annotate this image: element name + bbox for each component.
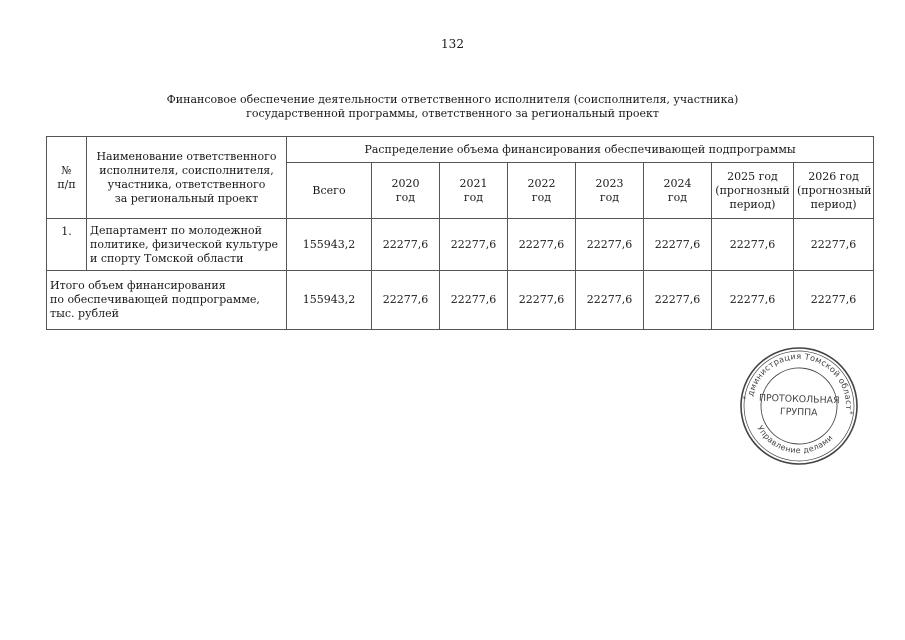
summary-label: Итого объем финансирования по обеспечивающей подпрограмме, тыс. рублей [47,271,287,330]
row-value-2021: 22277,6 [440,219,508,271]
summary-total: 155943,2 [287,271,372,330]
svg-text:Управление делами [753,423,836,460]
summary-row [47,271,874,330]
summary-value-2026: 22277,6 [794,271,874,330]
header-year-2024: 2024 год [644,163,712,219]
header-distribution: Распределение объема финансирования обеспечивающей подпрограммы [287,137,874,163]
header-row-1 [47,137,874,163]
header-year-2023: 2023 год [576,163,644,219]
header-total: Всего [287,163,372,219]
header-number: № п/п [47,137,87,219]
header-year-2020: 2020 год [372,163,440,219]
summary-value-2024: 22277,6 [644,271,712,330]
stamp-star-right-icon: * [848,410,854,419]
row-value-2020: 22277,6 [372,219,440,271]
stamp-inner-line-1: ПРОТОКОЛЬНАЯ [758,392,840,407]
row-total: 155943,2 [287,219,372,271]
header-year-2025: 2025 год (прогнозный период) [712,163,794,219]
official-stamp [738,345,860,467]
stamp-outer-text: Администрация Томской области [745,350,855,411]
header-year-2026: 2026 год (прогнозный период) [794,163,874,219]
summary-value-2022: 22277,6 [508,271,576,330]
financing-table [46,136,874,330]
stamp-star-left-icon: * [741,395,747,404]
document-title [0,93,905,121]
row-number: 1. [47,219,87,271]
row-value-2025: 22277,6 [712,219,794,271]
row-value-2026: 22277,6 [794,219,874,271]
row-value-2023: 22277,6 [576,219,644,271]
summary-value-2020: 22277,6 [372,271,440,330]
row-executor-name: Департамент по молодежной политике, физической культуре и спорту Томской области [87,219,287,271]
title-line-1: Финансовое обеспечение деятельности ответственного исполнителя (соисполнителя, участника) [166,93,739,106]
stamp-inner-line-2: ГРУППА [779,406,818,419]
header-year-2022: 2022 год [508,163,576,219]
summary-value-2021: 22277,6 [440,271,508,330]
stamp-bottom-text: Управление делами [755,424,835,456]
summary-value-2023: 22277,6 [576,271,644,330]
page-number: 132 [441,37,464,51]
row-value-2024: 22277,6 [644,219,712,271]
header-year-2021: 2021 год [440,163,508,219]
header-executor-name: Наименование ответственного исполнителя, соисполнителя, участника, ответственного за региональный проект [87,137,287,219]
row-value-2022: 22277,6 [508,219,576,271]
title-line-2: государственной программы, ответственного за региональный проект [246,107,659,120]
table-row [47,219,874,271]
summary-value-2025: 22277,6 [712,271,794,330]
